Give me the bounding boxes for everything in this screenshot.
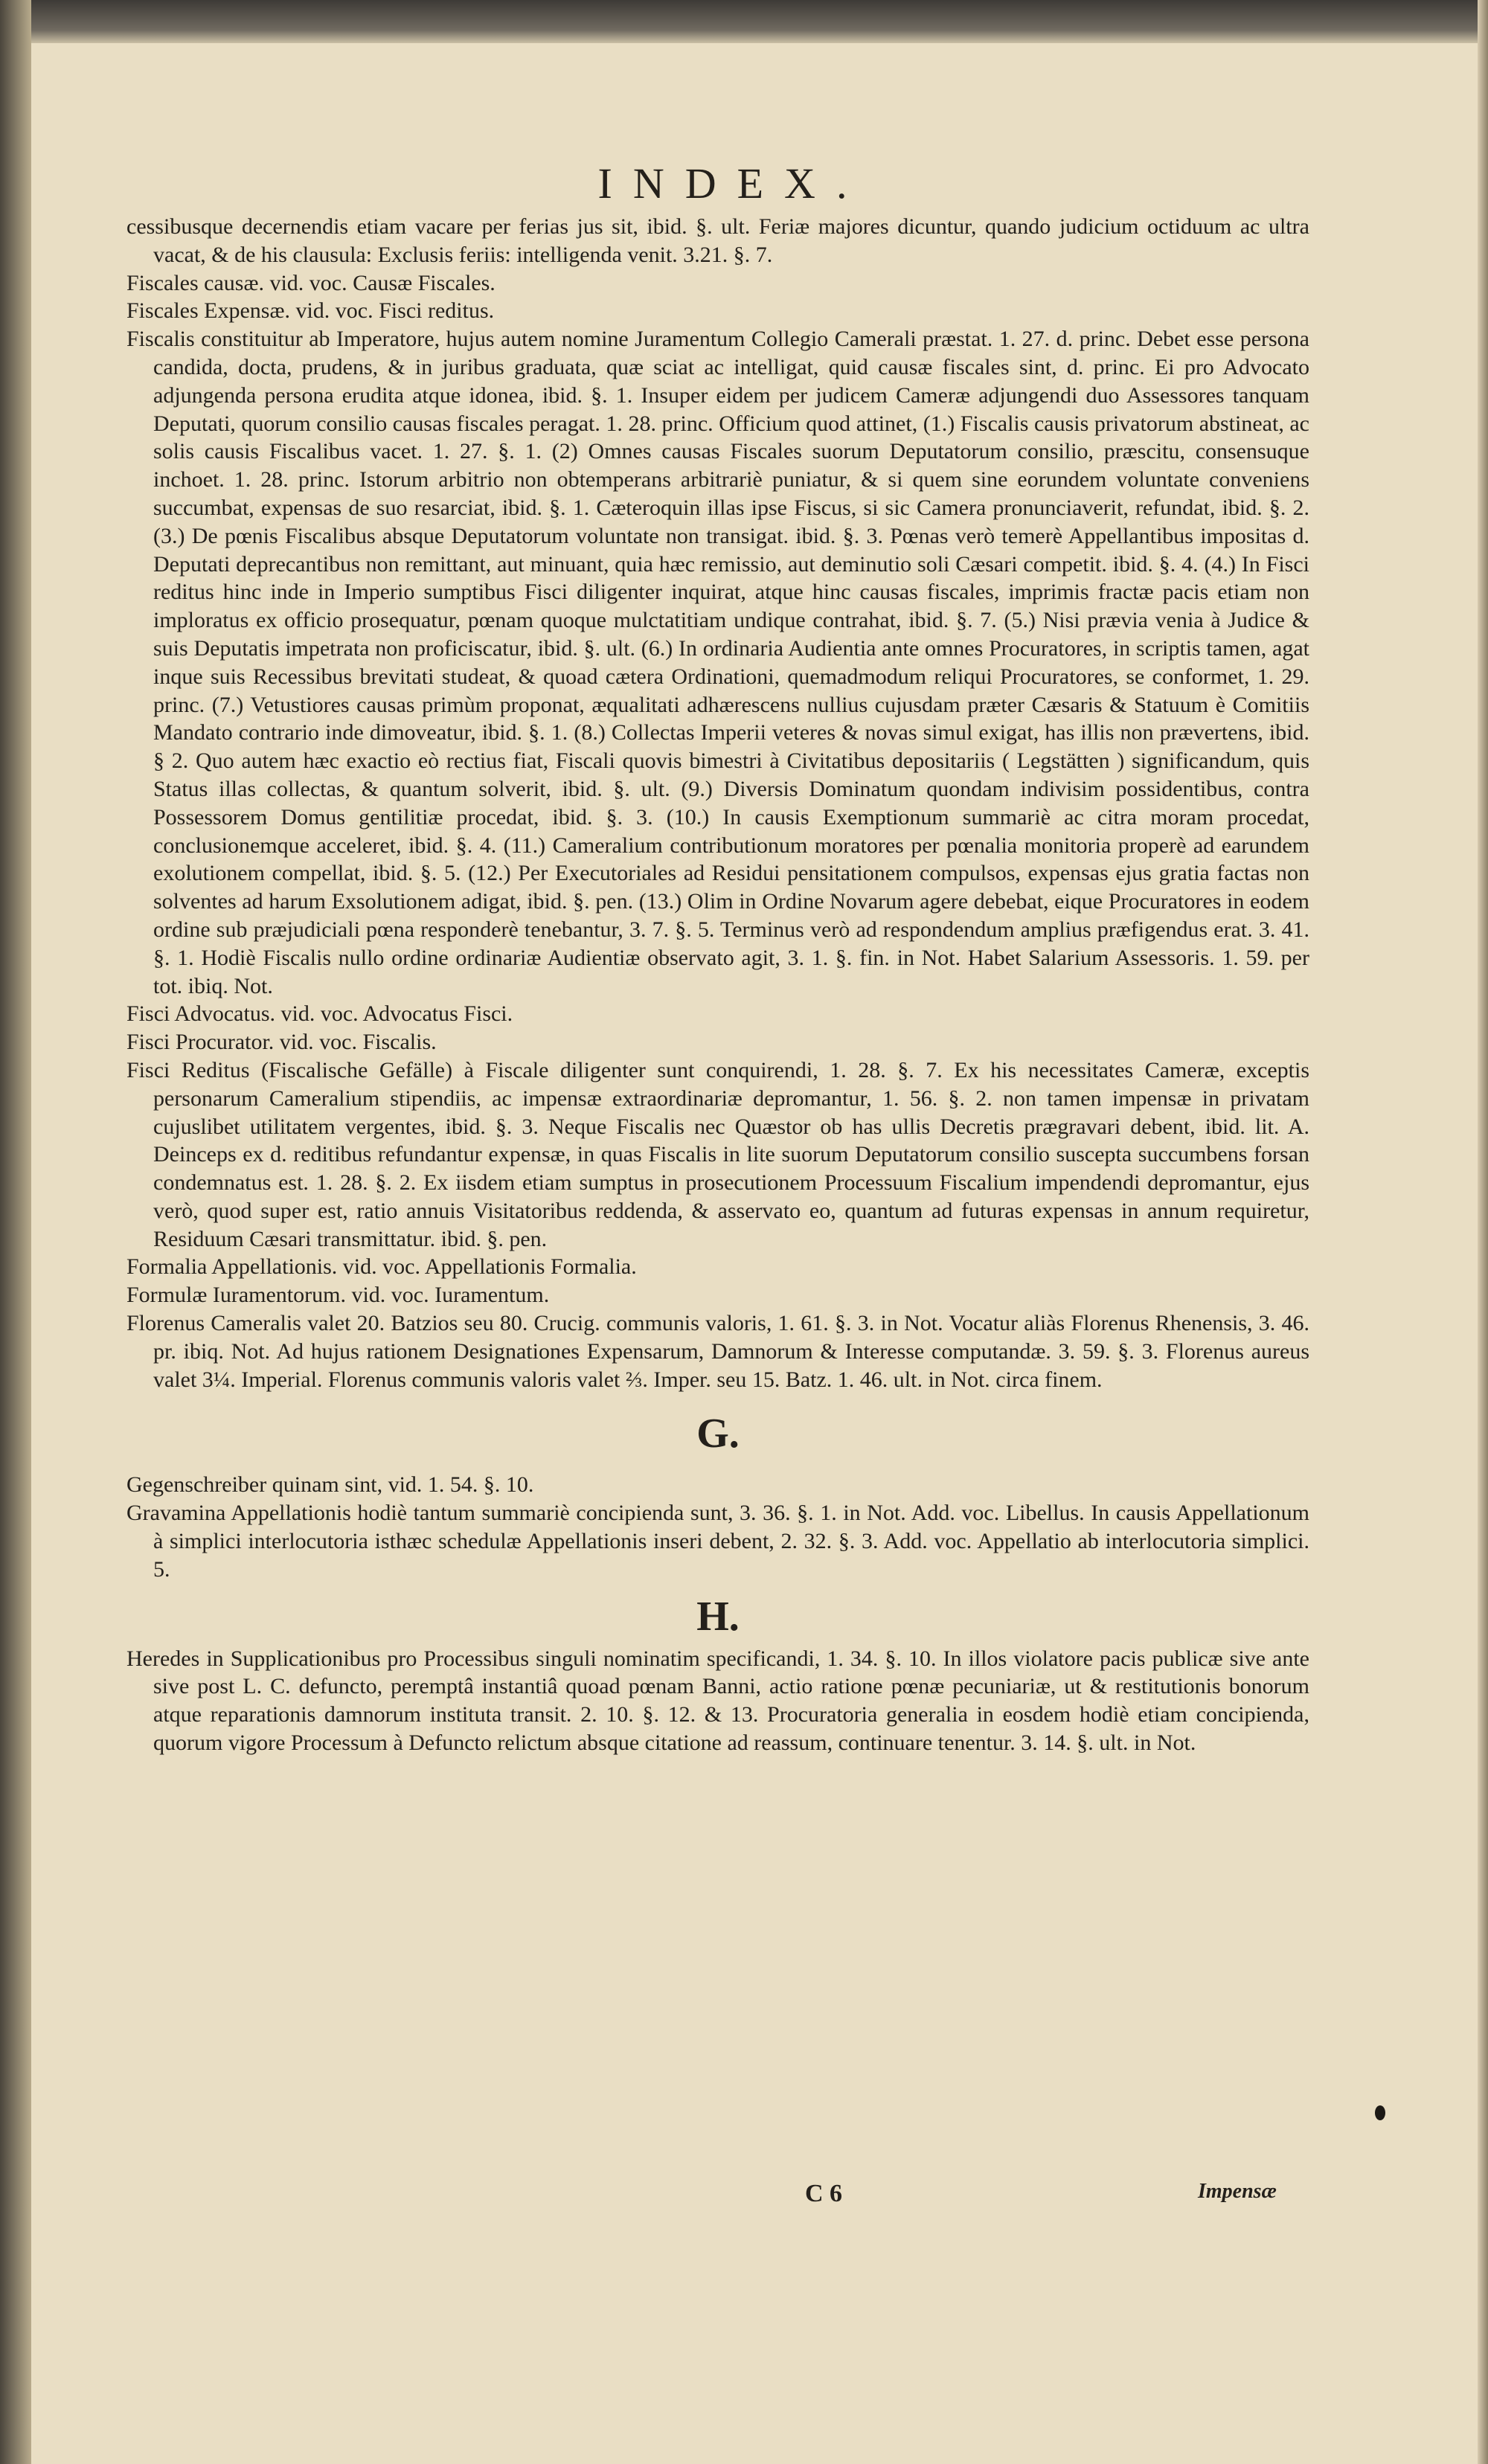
index-entry-fisci-reditus: Fisci Reditus (Fiscalische Gefälle) à Fiscale diligenter sunt conquirendi, 1. 28. §. 7. Ex his necessitates Cameræ, exceptis personarum Cameralium stipendiis, ac impensæ extraordinariæ depromantur, 1. 56. §. 2. non tamen impensæ in privatam cujuslibet utilitatem vergentes, ibid. §. 3. Neque Fiscalis nec Quæstor ob has ullis Decretis prægravari debent, ibid. lit. A. Deinceps ex d. reditibus refundantur expensæ, in quas Fiscalis in lite suorum Deputatorum consilio suscepta succumbens forsan condemnatus est. 1. 28. §. 2. Ex iisdem etiam sumptus in prosecutionem Processuum Fiscalium impendendi depromantur, ejus verò, quod super est, ratio annuis Visitatoribus reddenda, & asservato eo, quantum ad futuras expensas in annum requiretur, Residuum Cæsari transmittatur. ibid. §. pen.: [126, 1057, 1309, 1251]
index-entry-fiscalis: Fiscalis constituitur ab Imperatore, hujus autem nomine Juramentum Collegio Camerali præstat. 1. 27. d. princ. Debet esse persona candida, docta, prudens, & in juribus graduata, quæ sciat ac intelligat, quid causæ fiscales sint, d. princ. Ei pro Advocato adjungenda persona erudita atque idonea, ibid. §. 1. Insuper eidem per judicem Cameræ adjungendi duo Assessores tanquam Deputati, quorum consilio causas fiscales peragat. 1. 28. princ. Officium quod attinet, (1.) Fiscalis causis privatorum abstineat, ac solis causis Fiscalibus vacet. 1. 27. §. 1. (2) Omnes causas Fiscales suorum Deputatorum consilio, præscitu, consensuque inchoet. 1. 28. princ. Istorum arbitrio non obtemperans arbitrariè puniatur, & si quem sine eorundem voluntate conveniens succumbat, expensas de suo resarciat, ibid. §. 1. Cæteroquin illas ipse Fiscus, si sic Camera pronunciaverit, refundat, ibid. §. 2. (3.) De pœnis Fiscalibus absque Deputatorum voluntate non transigat. ibid. §. 3. Pœnas verò temerè Appellantibus impositas d. Deputati deprecantibus non remittant, aut minuant, quia hæc remissio, aut deminutio soli Cæsari competit. ibid. §. 4. (4.) In Fisci reditus hinc inde in Imperio sumptibus Fisci diligenter inquirat, atque hinc causas fiscales, imprimis fractæ pacis etiam non imploratus ex officio prosequatur, pœnam quoque mulctatitiam undique contrahat, ibid. §. 7. (5.) Nisi prævia venia à Judice & suis Deputatis impetrata non proficiscatur, ibid. §. ult. (6.) In ordinaria Audientia ante omnes Procuratores, in scriptis tamen, agat inque suis Recessibus brevitati studeat, & quoad cætera Ordinationi, quemadmodum reliqui Procuratores, se conformet, 1. 29. princ. (7.) Vetustiores causas primùm proponat, æqualitati adhærescens nullius cujusdam præter Cæsaris & Statuum è Comitiis Mandato contrario inde dimoveatur, ibid. §. 1. (8.) Collectas Imperii veteres & novas simul exigat, has illis non prævertens, ibid. § 2. Quo autem hæc exactio eò rectius fiat, Fiscali quovis bimestri à Civitatibus depositariis ( Legstätten ) significandum, quis Status illas collectas, & quantum solverit, ibid. §. ult. (9.) Diversis Dominatum quondam indivisim possidentibus, contra Possessorem Domus gentilitiæ procedat, ibid. §. 3. (10.) In causis Exemptionum summariè ac citra moram procedat, conclusionemque acceleret, ibid. §. 4. (11.) Cameralium contributionum moratores per pœnalia monitoria properè ad earundem exolutionem compellat, ibid. §. 5. (12.) Per Executoriales ad Residui pensitationem compulsos, expensas ejus gratia factas non solventes ad harum Exsolutionem adigat, ibid. §. pen. (13.) Olim in Ordine Novarum agere debebat, eique Procuratores in eodem ordine sub præjudiciali pœna responderè tenebantur, 3. 7. §. 5. Terminus verò ad respondendum amplius præfigendus erat. 3. 41. §. 1. Hodiè Fiscalis nullo ordine ordinariæ Audientiæ observato agit, 3. 1. §. fin. in Not. Habet Salarium Assessoris. 1. 59. per tot. ibiq. Not.: [126, 327, 1309, 998]
index-entry-heredes: Heredes in Supplicationibus pro Processibus singuli nominatim specificandi, 1. 34. §. 10. In illos violatore pacis publicæ sive ante sive post L. C. defuncto, peremptâ instantiâ quoad pœnam Banni, actio ratione pœnæ pecuniariæ, ut & restitutionis bonorum atque reparationis damnorum instituta transit. 2. 10. §. 12. & 13. Procuratoria generalia in eosdem hodiè etiam concipienda, quorum vigore Processum à Defuncto relictum absque citatione ad reassum, continuare tenentur. 3. 14. §. ult. in Not.: [126, 1646, 1309, 1756]
section-letter-h: H.: [696, 1593, 740, 1640]
index-entry-fiscales-expensae: Fiscales Expensæ. vid. voc. Fisci reditus.: [126, 298, 495, 324]
page-heading: INDEX.: [597, 159, 868, 208]
right-page-edge: [1478, 0, 1488, 2464]
index-entry-florenus: Florenus Cameralis valet 20. Batzios seu 80. Crucig. communis valoris, 1. 61. §. 3. in Not. Vocatur aliàs Florenus Rhenensis, 3. 46. pr. ibiq. Not. Ad hujus rationem Designationes Expensarum, Damnorum & Interesse computandæ. 3. 59. §. 3. Florenus aureus valet 3¼. Imperial. Florenus communis valoris valet ⅔. Imper. seu 15. Batz. 1. 46. ult. in Not. circa finem.: [126, 1311, 1309, 1392]
index-entry-gegenschreiber: Gegenschreiber quinam sint, vid. 1. 54. §. 10.: [126, 1472, 534, 1498]
text-block: [126, 156, 1309, 1757]
section-letter-g: G.: [696, 1411, 740, 1457]
index-entry-formalia-appellationis: Formalia Appellationis. vid. voc. Appellationis Formalia.: [126, 1254, 637, 1280]
left-binding-shadow: [0, 0, 31, 2464]
index-entry-gravamina: Gravamina Appellationis hodiè tantum summariè concipienda sunt, 3. 36. §. 1. in Not. Add. voc. Libellus. In causis Appellationum à simplici interlocutoria isthæc schedulæ Appellationis inseri debent, 2. 32. §. 3. Add. voc. Appellatio ab interlocutoria simplici. 5.: [126, 1501, 1309, 1582]
catchword: Impensæ: [1198, 2180, 1277, 2203]
index-entry-fiscales-causae: Fiscales causæ. vid. voc. Causæ Fiscales.: [126, 270, 496, 295]
top-binding-shadow: [0, 0, 1488, 43]
index-entry-continuation: cessibusque decernendis etiam vacare per ferias jus sit, ibid. §. ult. Feriæ majores dicuntur, quando judicium octiduum ac ultra vacat, & de his clausula: Exclusis feriis: intelligenda venit. 3.21. §. 7.: [126, 214, 1309, 267]
index-entry-formulae-iuramentorum: Formulæ Iuramentorum. vid. voc. Iuramentum.: [126, 1283, 550, 1308]
index-entry-fisci-advocatus: Fisci Advocatus. vid. voc. Advocatus Fisci.: [126, 1001, 513, 1027]
ink-blot: [1375, 2105, 1385, 2120]
index-entry-fisci-procurator: Fisci Procurator. vid. voc. Fiscalis.: [126, 1030, 437, 1055]
signature-mark: C 6: [805, 2180, 843, 2207]
